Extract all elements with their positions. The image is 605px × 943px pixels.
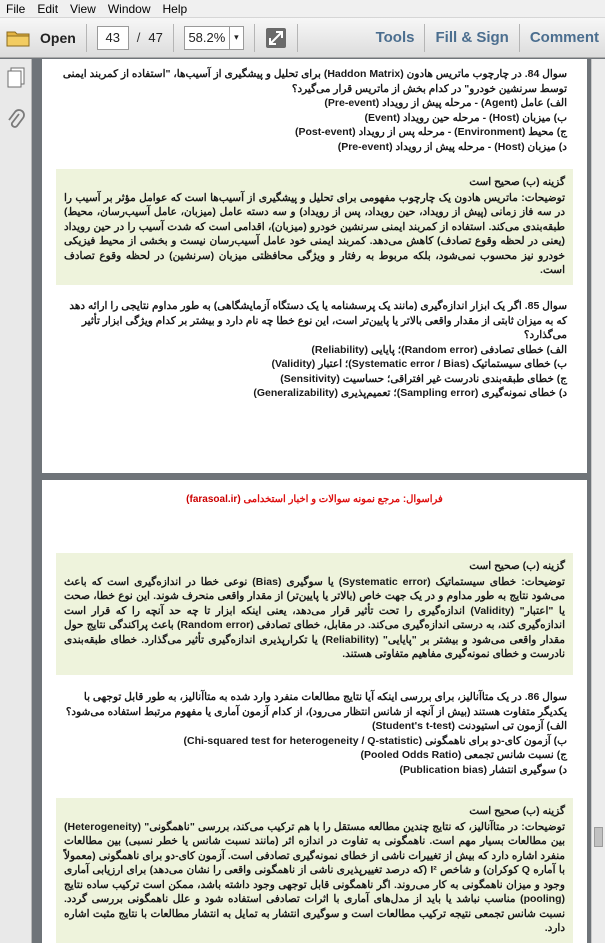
scrollbar-thumb[interactable] [594,827,603,847]
option-d: د) خطای نمونه‌گیری (Sampling error)؛ تعمیم‌پذیری (Generalizability) [253,387,567,399]
attachment-icon[interactable] [6,109,26,133]
menu-bar [0,0,605,18]
answer-body: توضیحات: خطای سیستماتیک (Systematic error) یا سوگیری (Bias) نوعی خطا در اندازه‌گیری است که باعث می‌شود نتایج به طور مداوم و در یک جهت خاص (بالاتر یا پایین‌تر) از مقدار واقعی منحرف شوند. این نوع خطا، صحت یا "اعتبار" (Validity) اندازه‌گیری را تحت تأثیر قرار می‌دهد، یعنی اینکه ابزار تا چه حد آنچه را که قرار است اندازه‌گیری کند، به درستی اندازه‌گیری می‌کند. در مقابل، خطای تصادفی (Random error) باعث پراکندگی نتایج حول مقدار واقعی می‌شود و بیشتر بر "پایایی" (Reliability) یا تکرارپذیری اندازه‌گیری تأثیر می‌گذارد. خطای طبقه‌بندی نادرست و خطای نمونه‌گیری مفاهیم متفاوتی هستند. [64,575,565,660]
toolbar-divider [424,24,425,52]
pdf-page [42,480,587,943]
fill-sign-button[interactable]: Fill & Sign [435,29,509,46]
question-85 [62,299,567,401]
option-c: ج) محیط (Environment) - مرحله پس از رویداد (Post-event) [294,126,567,138]
option-b: ب) آزمون کای-دو برای ناهمگونی (Chi-squared test for heterogeneity / Q-statistic) [183,734,567,747]
option-a: الف) خطای تصادفی (Random error)؛ پایایی (Reliability) [311,343,567,356]
option-d: د) میزبان (Host) - مرحله پیش از رویداد (Pre-event) [337,140,567,153]
option-d: د) سوگیری انتشار (Publication bias) [399,763,567,776]
answer-head: گزینه (ب) صحیح است [469,176,565,188]
page-total: 47 [148,30,163,45]
fullscreen-icon[interactable] [265,27,287,49]
answer-84 [56,169,573,285]
menu-help[interactable]: Help [162,1,188,16]
question-title: سوال 85. اگر یک ابزار اندازه‌گیری (مانند یک پرسشنامه یا یک دستگاه آزمایشگاهی) به طور مداوم نتایجی را ارائه دهد که به میزان ثابتی از مقدار واقعی بالاتر یا پایین‌تر است، این نوع خطا چه نام دارد و بیشتر بر کدام ویژگی ابزار تأثیر می‌گذارد؟ [69,300,567,341]
toolbar-divider [173,24,174,52]
open-label: Open [40,29,76,46]
page-separator: / [136,30,141,45]
answer-body: توضیحات: ماتریس هادون یک چارچوب مفهومی برای تحلیل و پیشگیری از آسیب‌ها است که عوامل مؤثر بر آسیب را در سه فاز زمانی (پیش از رویداد، حین رویداد، پس از رویداد) و سه دسته عامل (میزبان، عامل آسیب‌رسان، محیط) طبقه‌بندی می‌کند. استفاده از کمربند ایمنی سرنشین خودرو (میزبان)، اقدامی است که شدت آسیب را در حین رویداد (یعنی در لحظه وقوع تصادف) کاهش می‌دهد. کمربند ایمنی خود عامل آسیب‌رسان نیست و بخشی از محیط فیزیکی خودرو نیز محسوب نمی‌شود، بلکه مربوط به رفتار و ویژگی محافظتی میزبان (سرنشین) در لحظه وقوع تصادف است. [64,191,565,276]
open-button[interactable] [6,24,76,52]
watermark-site: (farasoal.ir) [186,494,241,505]
question-86 [62,690,567,777]
page-number-input[interactable]: 43 [97,26,129,50]
answer-85 [56,553,573,675]
vertical-scrollbar[interactable] [591,59,605,943]
watermark [42,494,587,505]
answer-head: گزینه (ب) صحیح است [469,560,565,572]
toolbar-divider [86,24,87,52]
navigation-pane [0,59,32,943]
menu-view[interactable]: View [70,1,96,16]
option-c: ج) نسبت شانس تجمعی (Pooled Odds Ratio) [360,749,567,761]
menu-window[interactable]: Window [107,1,151,16]
option-b: ب) خطای سیستماتیک (Systematic error / Bias)؛ اعتبار (Validity) [271,358,567,370]
answer-head: گزینه (ب) صحیح است [469,805,565,817]
watermark-text: فراسوال: مرجع نمونه سوالات و اخبار استخدامی [243,494,443,505]
question-title: سوال 84. در چارچوب ماتریس هادون (Haddon Matrix) برای تحلیل و پیشگیری از آسیب‌ها، "استفاده از کمربند ایمنی توسط سرنشین خودرو" در کدام بخش از ماتریس قرار می‌گیرد؟ [62,68,567,95]
toolbar [0,18,605,58]
option-b: ب) میزبان (Host) - مرحله حین رویداد (Event) [364,111,567,124]
menu-edit[interactable]: Edit [37,1,59,16]
zoom-input[interactable]: 58.2% [184,26,230,50]
answer-86 [56,798,573,943]
question-84 [62,67,567,154]
option-a: الف) عامل (Agent) - مرحله پیش از رویداد (Pre-event) [324,97,567,109]
comment-button[interactable]: Comment [529,29,599,46]
pdf-page [42,59,587,473]
toolbar-divider [254,24,255,52]
option-a: الف) آزمون تی استیودنت (Student's t-test) [372,720,567,732]
option-c: ج) خطای طبقه‌بندی نادرست غیر افتراقی؛ حساسیت (Sensitivity) [280,372,567,385]
answer-body: توضیحات: در متاآنالیز، که نتایج چندین مطالعه مستقل را با هم ترکیب می‌کند، بررسی "ناهمگونی" (Heterogeneity) بین مطالعات بسیار مهم است. ناهمگونی به تفاوت در اندازه اثر (مانند نسبت شانس یا خطر نسبی) بین مطالعات منفرد اشاره دارد که بیش از تغییرات ناشی از خطای نمونه‌گیری تصادفی است. آزمون کای-دو برای ناهمگونی (معمولاً با آماره Q کوکران) و شاخص I² (که درصد تغییرپذیری ناشی از ناهمگونی واقعی را نشان می‌دهد) برای ارزیابی آماری وجود و میزان ناهمگونی به کار می‌روند. اگر ناهمگونی قابل توجهی وجود داشته باشد، ممکن است ترکیب ساده نتایج (pooling) مناسب نباشد یا باید از مدل‌های آماری با اثرات تصادفی استفاده شود و علل ناهمگونی بررسی گردد. نسبت شانس تجمعی نتیجه ترکیب مطالعات است و سوگیری انتشار به تمایل به انتشار مطالعات با نتایج مثبت اشاره دارد. [64,820,565,934]
toolbar-divider [297,24,298,52]
page-thumbnails-icon[interactable] [6,67,26,89]
question-title: سوال 86. در یک متاآنالیز، برای بررسی اینکه آیا نتایج مطالعات منفرد وارد شده به متاآنالیز، به طور قابل توجهی با یکدیگر متفاوت هستند (بیش از آنچه از شانس انتظار می‌رود)، از کدام آزمون آماری یا مفهوم مرتبط استفاده می‌شود؟ [65,691,567,718]
menu-file[interactable]: File [6,1,26,16]
toolbar-divider [519,24,520,52]
zoom-dropdown-chevron-icon[interactable]: ▾ [230,26,244,50]
tools-button[interactable]: Tools [375,29,415,46]
folder-icon [6,28,32,48]
